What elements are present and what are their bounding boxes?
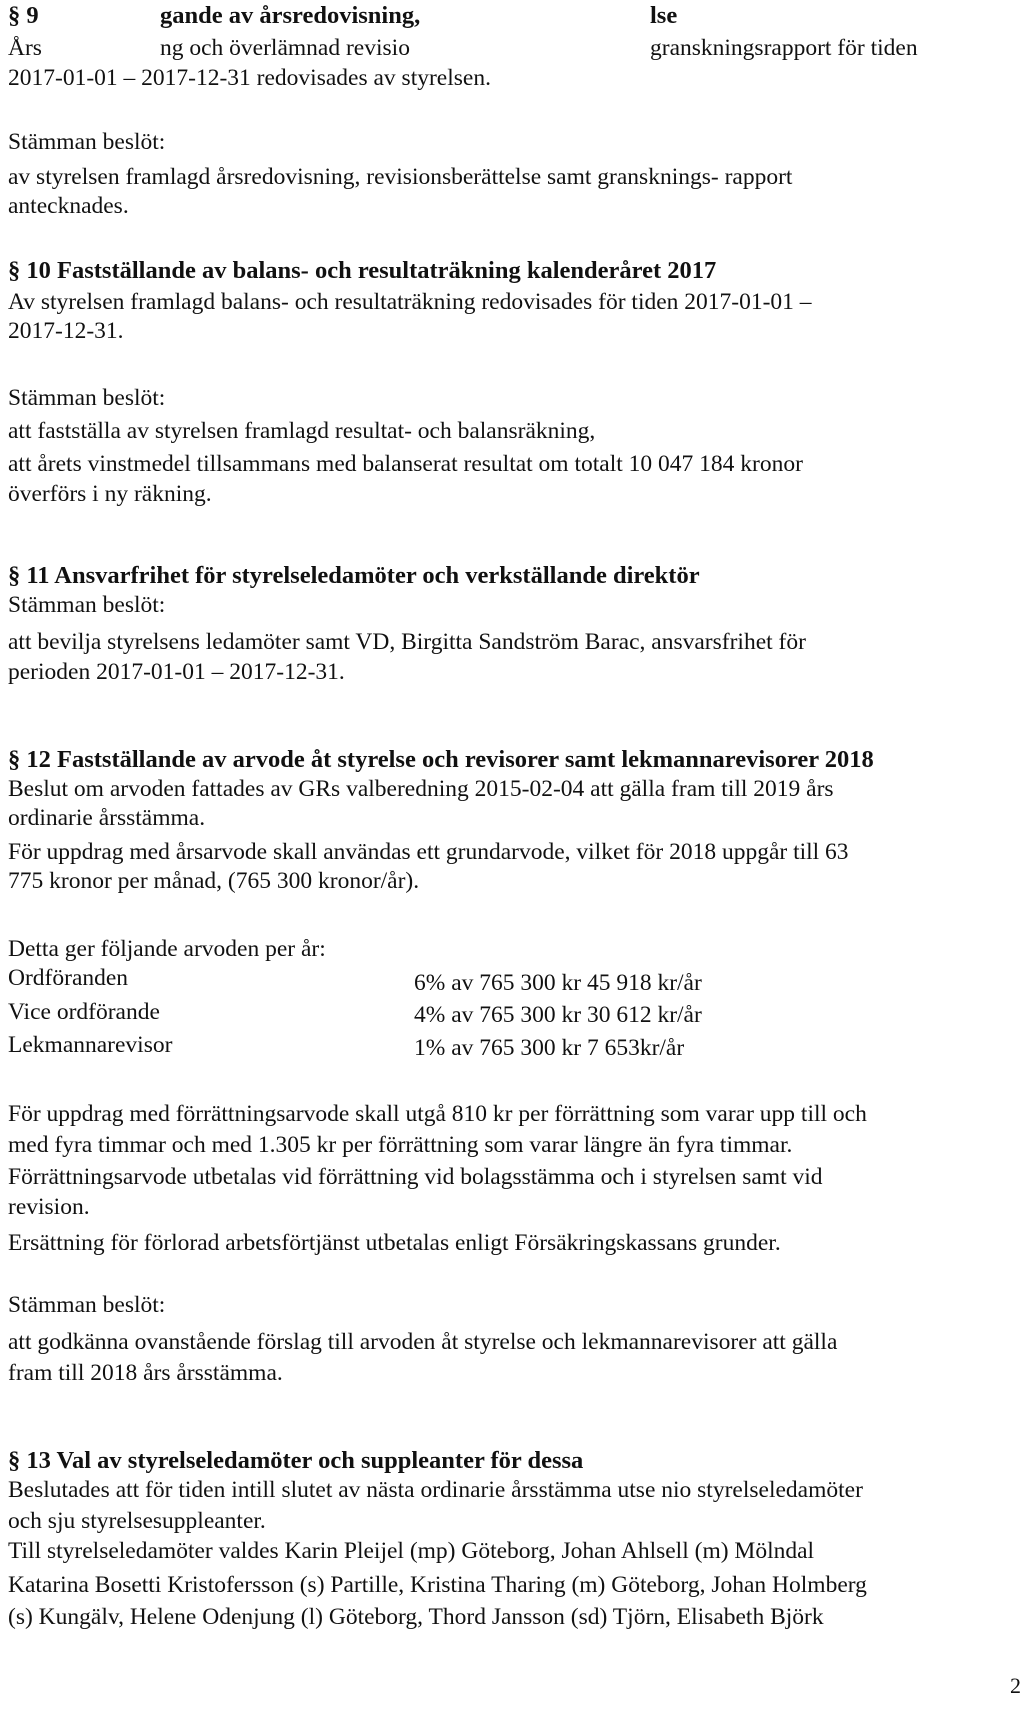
section-13-body-line: (s) Kungälv, Helene Odenjung (l) Göteborg, Thord Jansson (sd) Tjörn, Elisabeth Björk <box>8 1604 824 1630</box>
section-9-decision-line: av styrelsen framlagd årsredovisning, revisionsberättelse samt gransknings- rapport <box>8 164 793 190</box>
section-12-body-line: revision. <box>8 1194 90 1220</box>
section-9-heading-tail: lse <box>650 2 678 29</box>
section-12-decision-line: fram till 2018 års årsstämma. <box>8 1360 283 1386</box>
section-12-body-line: Ersättning för förlorad arbetsförtjänst utbetalas enligt Försäkringskassans grunder. <box>8 1230 781 1256</box>
section-13-body-line: Beslutades att för tiden intill slutet av nästa ordinarie årsstämma utse nio styrelseledamöter <box>8 1477 863 1503</box>
section-12-heading: § 12 Fastställande av arvode åt styrelse och revisorer samt lekmannarevisorer 2018 <box>8 746 874 773</box>
section-9-number: § 9 <box>8 2 39 29</box>
section-10-decision-line: att fastställa av styrelsen framlagd resultat- och balansräkning, <box>8 418 596 444</box>
section-12-body-line: För uppdrag med årsarvode skall användas ett grundarvode, vilket för 2018 uppgår till 63 <box>8 839 849 865</box>
section-13-heading: § 13 Val av styrelseledamöter och suppleanter för dessa <box>8 1447 584 1474</box>
section-10-decision-line: överförs i ny räkning. <box>8 481 212 507</box>
section-11-decision-line: perioden 2017-01-01 – 2017-12-31. <box>8 659 345 685</box>
section-12-fees-intro: Detta ger följande arvoden per år: <box>8 936 326 962</box>
section-12-body-line: med fyra timmar och med 1.305 kr per förrättning som varar längre än fyra timmar. <box>8 1132 793 1158</box>
section-12-body-line: ordinarie årsstämma. <box>8 805 206 831</box>
section-13-body-line: Katarina Bosetti Kristofersson (s) Partille, Kristina Tharing (m) Göteborg, Johan Holmberg <box>8 1572 867 1598</box>
section-10-body-line: Av styrelsen framlagd balans- och resultaträkning redovisades för tiden 2017-01-01 – <box>8 289 812 315</box>
section-9-line1-a: Års <box>8 35 42 61</box>
section-9-line1-b: ng och överlämnad revisio <box>160 35 410 61</box>
section-11-decision-label: Stämman beslöt: <box>8 592 166 618</box>
section-12-body-line: 775 kronor per månad, (765 300 kronor/år). <box>8 868 420 894</box>
section-11-decision-line: att bevilja styrelsens ledamöter samt VD, Birgitta Sandström Barac, ansvarsfrihet för <box>8 629 806 655</box>
section-9-heading-fragment: gande av årsredovisning, <box>160 2 421 29</box>
section-10-body-line: 2017-12-31. <box>8 318 124 344</box>
section-9-line1-c: granskningsrapport för tiden <box>650 35 918 61</box>
section-12-decision-line: att godkänna ovanstående förslag till arvoden åt styrelse och lekmannarevisorer att gälla <box>8 1329 838 1355</box>
section-12-decision-label: Stämman beslöt: <box>8 1292 166 1318</box>
section-12-body-line: För uppdrag med förrättningsarvode skall utgå 810 kr per förrättning som varar upp till och <box>8 1101 867 1127</box>
fee-role: Vice ordförande <box>8 999 160 1025</box>
fee-role: Ordföranden <box>8 965 129 991</box>
section-11-heading: § 11 Ansvarfrihet för styrelseledamöter och verkställande direktör <box>8 562 700 589</box>
section-12-body-line: Förrättningsarvode utbetalas vid förrättning vid bolagsstämma och i styrelsen samt vid <box>8 1164 823 1190</box>
section-10-heading: § 10 Fastställande av balans- och resultaträkning kalenderåret 2017 <box>8 257 717 284</box>
section-13-body-line: och sju styrelsesuppleanter. <box>8 1508 266 1534</box>
fee-amount: 1% av 765 300 kr 7 653kr/år <box>414 1035 685 1061</box>
section-12-body-line: Beslut om arvoden fattades av GRs valberedning 2015-02-04 att gälla fram till 2019 års <box>8 776 834 802</box>
section-9-decision-line: antecknades. <box>8 193 129 219</box>
page-number: 2 <box>1010 1673 1021 1698</box>
fee-amount: 4% av 765 300 kr 30 612 kr/år <box>414 1002 702 1028</box>
section-9-line2: 2017-01-01 – 2017-12-31 redovisades av styrelsen. <box>8 65 491 91</box>
fee-amount: 6% av 765 300 kr 45 918 kr/år <box>414 970 702 996</box>
section-10-decision-line: att årets vinstmedel tillsammans med balanserat resultat om totalt 10 047 184 kronor <box>8 451 803 477</box>
section-10-decision-label: Stämman beslöt: <box>8 385 166 411</box>
fee-role: Lekmannarevisor <box>8 1032 173 1058</box>
section-9-decision-label: Stämman beslöt: <box>8 129 166 155</box>
section-13-body-line: Till styrelseledamöter valdes Karin Pleijel (mp) Göteborg, Johan Ahlsell (m) Mölndal <box>8 1538 815 1564</box>
